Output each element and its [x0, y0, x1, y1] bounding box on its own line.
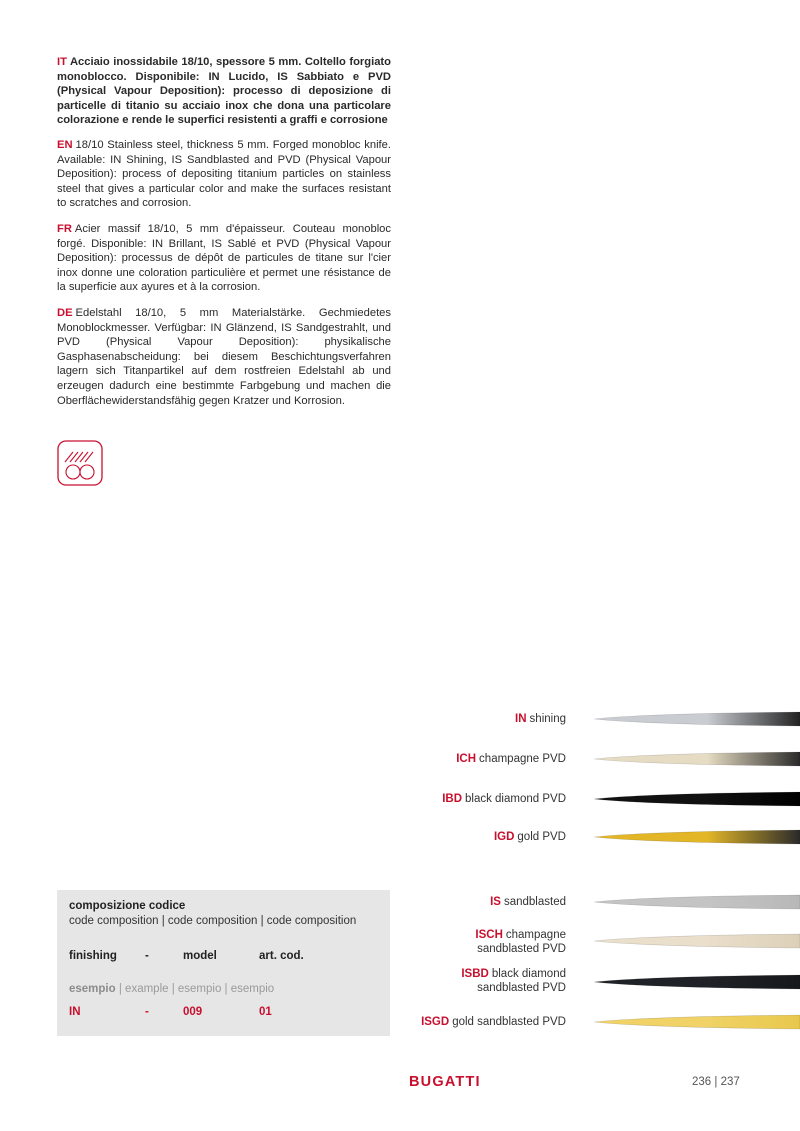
description-en — [57, 138, 391, 211]
finish-label-isgd — [421, 1015, 566, 1029]
finish-code: IN — [515, 713, 527, 725]
knife-handle-isch — [592, 932, 800, 950]
finish-code: ISCH — [475, 929, 503, 941]
header-dash: - — [145, 950, 149, 962]
code-composition-subtitle: code composition | code composition | code composition — [69, 915, 357, 927]
finish-name: black diamond PVD — [465, 793, 566, 805]
value-model: 009 — [183, 1006, 203, 1018]
page-numbers: 236 | 237 — [692, 1076, 740, 1088]
finish-name: shining — [529, 713, 566, 725]
example-label-bold: esempio — [69, 983, 116, 995]
finish-name-line2: sandblasted PVD — [477, 982, 566, 994]
value-art-cod: 01 — [259, 1006, 272, 1018]
code-composition-box — [57, 890, 390, 1036]
description-text-de: Edelstahl 18/10, 5 mm Materialstärke. Gechmiedetes Monoblockmesser. Verfügbar: IN Glänzend, IS Sandgestrahlt, und PVD (Physical Vapour Deposition): physikalische Gasphasenabscheidung: bei diesem Beschichtungsverfahren lagern sich Titanpartikel auf dem rostfreien Edelstahl ab und erzeugen dadurch eine bestimmte Farbgebung und machen die Oberflächewiderstandsfähig gegen Kratzer und Korrosion. — [57, 307, 391, 407]
bugatti-logo: BUGATTI — [409, 1074, 481, 1090]
knife-handle-ibd — [592, 790, 800, 808]
header-art-cod: art. cod. — [259, 950, 304, 962]
example-label-rest: | example | esempio | esempio — [115, 983, 275, 995]
lang-code-fr: FR — [57, 223, 72, 235]
lang-code-en: EN — [57, 139, 73, 151]
header-finishing: finishing — [69, 950, 117, 962]
knife-handle-igd — [592, 828, 800, 846]
lang-code-de: DE — [57, 307, 73, 319]
header-model: model — [183, 950, 217, 962]
description-de — [57, 306, 391, 408]
finish-name: champagne — [505, 929, 566, 941]
finish-name: gold sandblasted PVD — [452, 1016, 566, 1028]
knife-handle-ich — [592, 750, 800, 768]
finish-code: IGD — [493, 831, 515, 843]
finish-label-isbd — [461, 967, 566, 995]
finish-name: champagne PVD — [479, 753, 566, 765]
knife-handle-isbd — [592, 973, 800, 991]
finish-label-igd — [494, 830, 566, 844]
description-text-it: Acciaio inossidabile 18/10, spessore 5 mm. Coltello forgiato monoblocco. Disponibile: IN Lucido, IS Sabbiato e PVD (Physical Vapour Deposition): processo di deposizione di particelle di titanio su acciaio inox che dona una particolare colorazione e rende le superfici resistenti a graffi e corrosione — [57, 56, 391, 127]
description-text-fr: Acier massif 18/10, 5 mm d'épaisseur. Couteau monobloc forgé. Disponible: IN Brillant, IS Sablé et PVD (Physical Vapour Deposition): processus de dépôt de particules de titane sur l'cier inox donne une coloration particulière et permet une résistance de la superficie aux ayures et à la corrosion. — [57, 223, 391, 294]
finish-code: ISBD — [461, 968, 489, 980]
description-fr — [57, 222, 391, 295]
finish-label-ich — [456, 752, 566, 766]
finish-code: IBD — [442, 793, 462, 805]
value-dash: - — [145, 1006, 149, 1018]
finish-label-ibd — [442, 792, 566, 806]
knife-handle-in — [592, 710, 800, 728]
finish-name: black diamond — [491, 968, 566, 980]
lang-code-it: IT — [57, 56, 67, 68]
finish-code: ICH — [456, 753, 477, 765]
value-finishing: IN — [69, 1006, 81, 1018]
description-it — [57, 55, 391, 128]
finish-label-in — [515, 712, 566, 726]
finish-name: gold PVD — [517, 831, 566, 843]
knife-handle-is — [592, 893, 800, 911]
dishwasher-safe-icon — [57, 440, 103, 486]
finish-name: sandblasted — [503, 896, 566, 908]
finish-code: ISGD — [421, 1016, 450, 1028]
finish-code: IS — [490, 896, 501, 908]
example-label — [69, 983, 274, 995]
knife-handle-isgd — [592, 1013, 800, 1031]
code-composition-title: composizione codice — [69, 900, 186, 912]
finish-label-isch — [475, 928, 566, 956]
finish-name-line2: sandblasted PVD — [477, 943, 566, 955]
finish-label-is — [490, 895, 566, 909]
description-text-en: 18/10 Stainless steel, thickness 5 mm. Forged monobloc knife. Available: IN Shining, IS Sandblasted and PVD (Physical Vapour Deposition): process of depositing titanium particles on stainless steel that gives a particular color and make the surfaces resistant to scratches and corrosion. — [57, 139, 391, 210]
